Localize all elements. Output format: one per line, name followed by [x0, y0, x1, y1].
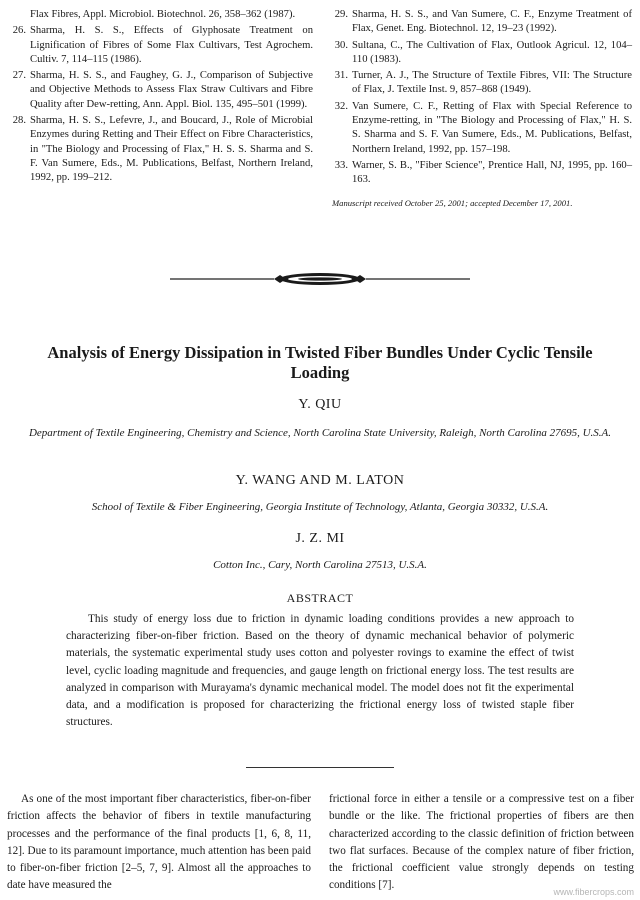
reference-number: 28. — [12, 115, 26, 127]
reference-number: 29. — [334, 9, 348, 20]
reference-number: 30. — [334, 39, 348, 51]
reference-list — [0, 8, 640, 238]
abstract-heading: ABSTRACT — [286, 591, 354, 605]
reference-item — [8, 8, 313, 22]
reference-item — [330, 69, 632, 98]
author-name: Y. QIU — [298, 397, 342, 412]
author-name: Y. WANG AND M. LATON — [235, 473, 405, 488]
author-name: J. Z. MI — [295, 531, 345, 546]
reference-text: Sharma, H. S. S., and Faughey, G. J., Comparison of Subjective and Objective Methods to Assess Flax Straw Cultivars and Fibre Quality after Dew-retting, Ann. Appl. Biol. 135, 495–501 (1999). — [30, 70, 313, 110]
separator-rule — [246, 767, 394, 768]
abstract-text: This study of energy loss due to friction in dynamic loading conditions provides a new approach to characterizing fiber-on-fiber friction. Based on the theory of dynamic mechanical behavior of polymeric materials, the systematic experimental study uses cotton and polyester rovings to examine the effect of twist level, cyclic loading magnitude and frequencies, and gauge length on frictional energy loss. The test results are analyzed in comparison with Murayama's dynamic mechanical model. The model does not fit the experimental data, and a modification is proposed for characterizing the frictional energy loss of twisted staple fiber structures. — [66, 613, 574, 729]
reference-item — [8, 24, 313, 67]
reference-number: 33. — [334, 159, 348, 171]
reference-item — [330, 159, 632, 188]
reference-text: Turner, A. J., The Structure of Textile Fibres, VII: The Structure of Flax, J. Textile Inst. 9, 857–868 (1949). — [352, 70, 632, 96]
reference-text: Sharma, H. S. S., Lefevre, J., and Boucard, J., Role of Microbial Enzymes during Retting and Their Effect on Fibre Characteristics, in "The Biology and Processing of Flax," H. S. S. Sharma and S. F. Van Sumere, Eds., M. Publications, Belfast, Northern Ireland, 1992, pp. 199–212. — [30, 115, 313, 184]
reference-text: Sharma, H. S. S., Effects of Glyphosate Treatment on Lignification of Fibres of Some Flax Cultivars, Test Agrochem. Cultiv. 7, 114–115 (1986). — [30, 25, 313, 65]
reference-number: 26. — [12, 25, 26, 37]
body-text-right-column: frictional force in either a tensile or a compressive test on a fiber bundle or the like. The frictional properties of fibers are then characterized according to the classic definition of friction between two flat surfaces. Because of the complex nature of fiber friction, the frictional coefficient value strongly depends on testing conditions [7]. — [329, 793, 634, 892]
reference-text: Van Sumere, C. F., Retting of Flax with Special Reference to Enzyme-retting, in "The Biology and Processing of Flax," H. S. S. Sharma and S. F. Van Sumere, Eds., M. Publications, Belfast, Northern Ireland, 1992, pp. 157–198. — [352, 100, 632, 155]
author-affiliation: School of Textile & Fiber Engineering, Georgia Institute of Technology, Atlanta, Georgia 30332, U.S.A. — [91, 501, 549, 513]
reference-item — [8, 69, 313, 112]
section-divider-ornament — [170, 270, 470, 288]
manuscript-note: Manuscript received October 25, 2001; accepted December 17, 2001. — [332, 197, 573, 208]
author-affiliation: Department of Textile Engineering, Chemistry and Science, North Carolina State University, Raleigh, North Carolina 27695, U.S.A. — [28, 427, 612, 439]
body-text-left-column: As one of the most important fiber characteristics, fiber-on-fiber friction affects the behavior of fibers in textile manufacturing processes and the performance of the final products [1, 6, 8, 11, 12]. Due to its paramount importance, much attention has been paid to fiber-on-fiber friction [2–5, 7, 9]. Almost all the approaches to date have measured the — [7, 793, 311, 892]
reference-number: 31. — [334, 70, 348, 82]
reference-item — [8, 114, 313, 185]
reference-column-right — [330, 8, 632, 210]
article-title: Analysis of Energy Dissipation in Twisted Fiber Bundles Under Cyclic Tensile Loading — [47, 343, 593, 382]
reference-item — [330, 100, 632, 157]
author-affiliation: Cotton Inc., Cary, North Carolina 27513, U.S.A. — [213, 559, 427, 571]
reference-item — [330, 39, 632, 68]
reference-column-left — [8, 8, 313, 188]
reference-item — [330, 8, 632, 37]
reference-text: Sharma, H. S. S., and Van Sumere, C. F., Enzyme Treatment of Flax, Genet. Eng. Biotechnol. 12, 19–23 (1992). — [352, 9, 632, 35]
reference-number: 32. — [334, 100, 348, 112]
reference-text: Warner, S. B., "Fiber Science", Prentice Hall, NJ, 1995, pp. 160–163. — [352, 159, 632, 186]
watermark: www.fibercrops.com — [553, 887, 634, 897]
reference-number: 27. — [12, 70, 26, 82]
reference-text: Flax Fibres, Appl. Microbiol. Biotechnol. 26, 358–362 (1987). — [30, 9, 296, 20]
reference-text: Sultana, C., The Cultivation of Flax, Outlook Agricul. 12, 104–110 (1983). — [352, 39, 632, 65]
